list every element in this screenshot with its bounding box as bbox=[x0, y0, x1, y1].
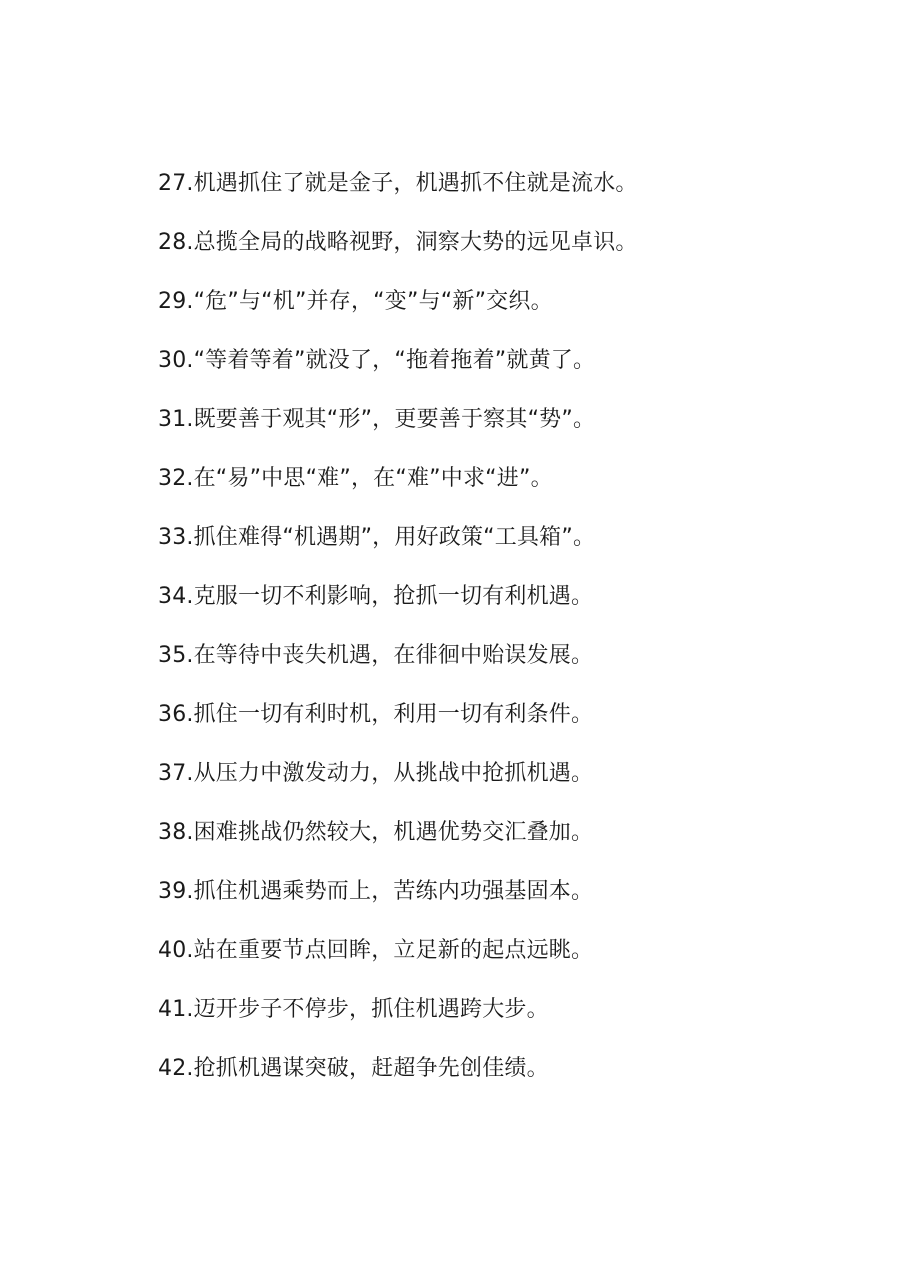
phrase-36: 36.抓住一切有利时机，利用一切有利条件。 bbox=[158, 702, 594, 727]
phrase-31: 31.既要善于观其“形”，更要善于察其“势”。 bbox=[158, 407, 596, 432]
phrase-42: 42.抢抓机遇谋突破，赶超争先创佳绩。 bbox=[158, 1056, 549, 1081]
phrase-27: 27.机遇抓住了就是金子，机遇抓不住就是流水。 bbox=[158, 171, 638, 196]
phrase-30: 30.“等着等着”就没了，“拖着拖着”就黄了。 bbox=[158, 348, 596, 373]
phrase-39: 39.抓住机遇乘势而上，苦练内功强基固本。 bbox=[158, 879, 594, 904]
phrase-37: 37.从压力中激发动力，从挑战中抢抓机遇。 bbox=[158, 761, 594, 786]
phrase-41: 41.迈开步子不停步，抓住机遇跨大步。 bbox=[158, 997, 549, 1022]
phrase-29: 29.“危”与“机”并存，“变”与“新”交织。 bbox=[158, 289, 553, 314]
phrase-33: 33.抓住难得“机遇期”，用好政策“工具箱”。 bbox=[158, 525, 596, 550]
phrase-38: 38.困难挑战仍然较大，机遇优势交汇叠加。 bbox=[158, 820, 594, 845]
phrase-40: 40.站在重要节点回眸，立足新的起点远眺。 bbox=[158, 938, 594, 963]
phrase-35: 35.在等待中丧失机遇，在徘徊中贻误发展。 bbox=[158, 643, 594, 668]
phrase-list bbox=[158, 170, 638, 1114]
phrase-32: 32.在“易”中思“难”，在“难”中求“进”。 bbox=[158, 466, 553, 491]
phrase-34: 34.克服一切不利影响，抢抓一切有利机遇。 bbox=[158, 584, 594, 609]
phrase-28: 28.总揽全局的战略视野，洞察大势的远见卓识。 bbox=[158, 230, 638, 255]
